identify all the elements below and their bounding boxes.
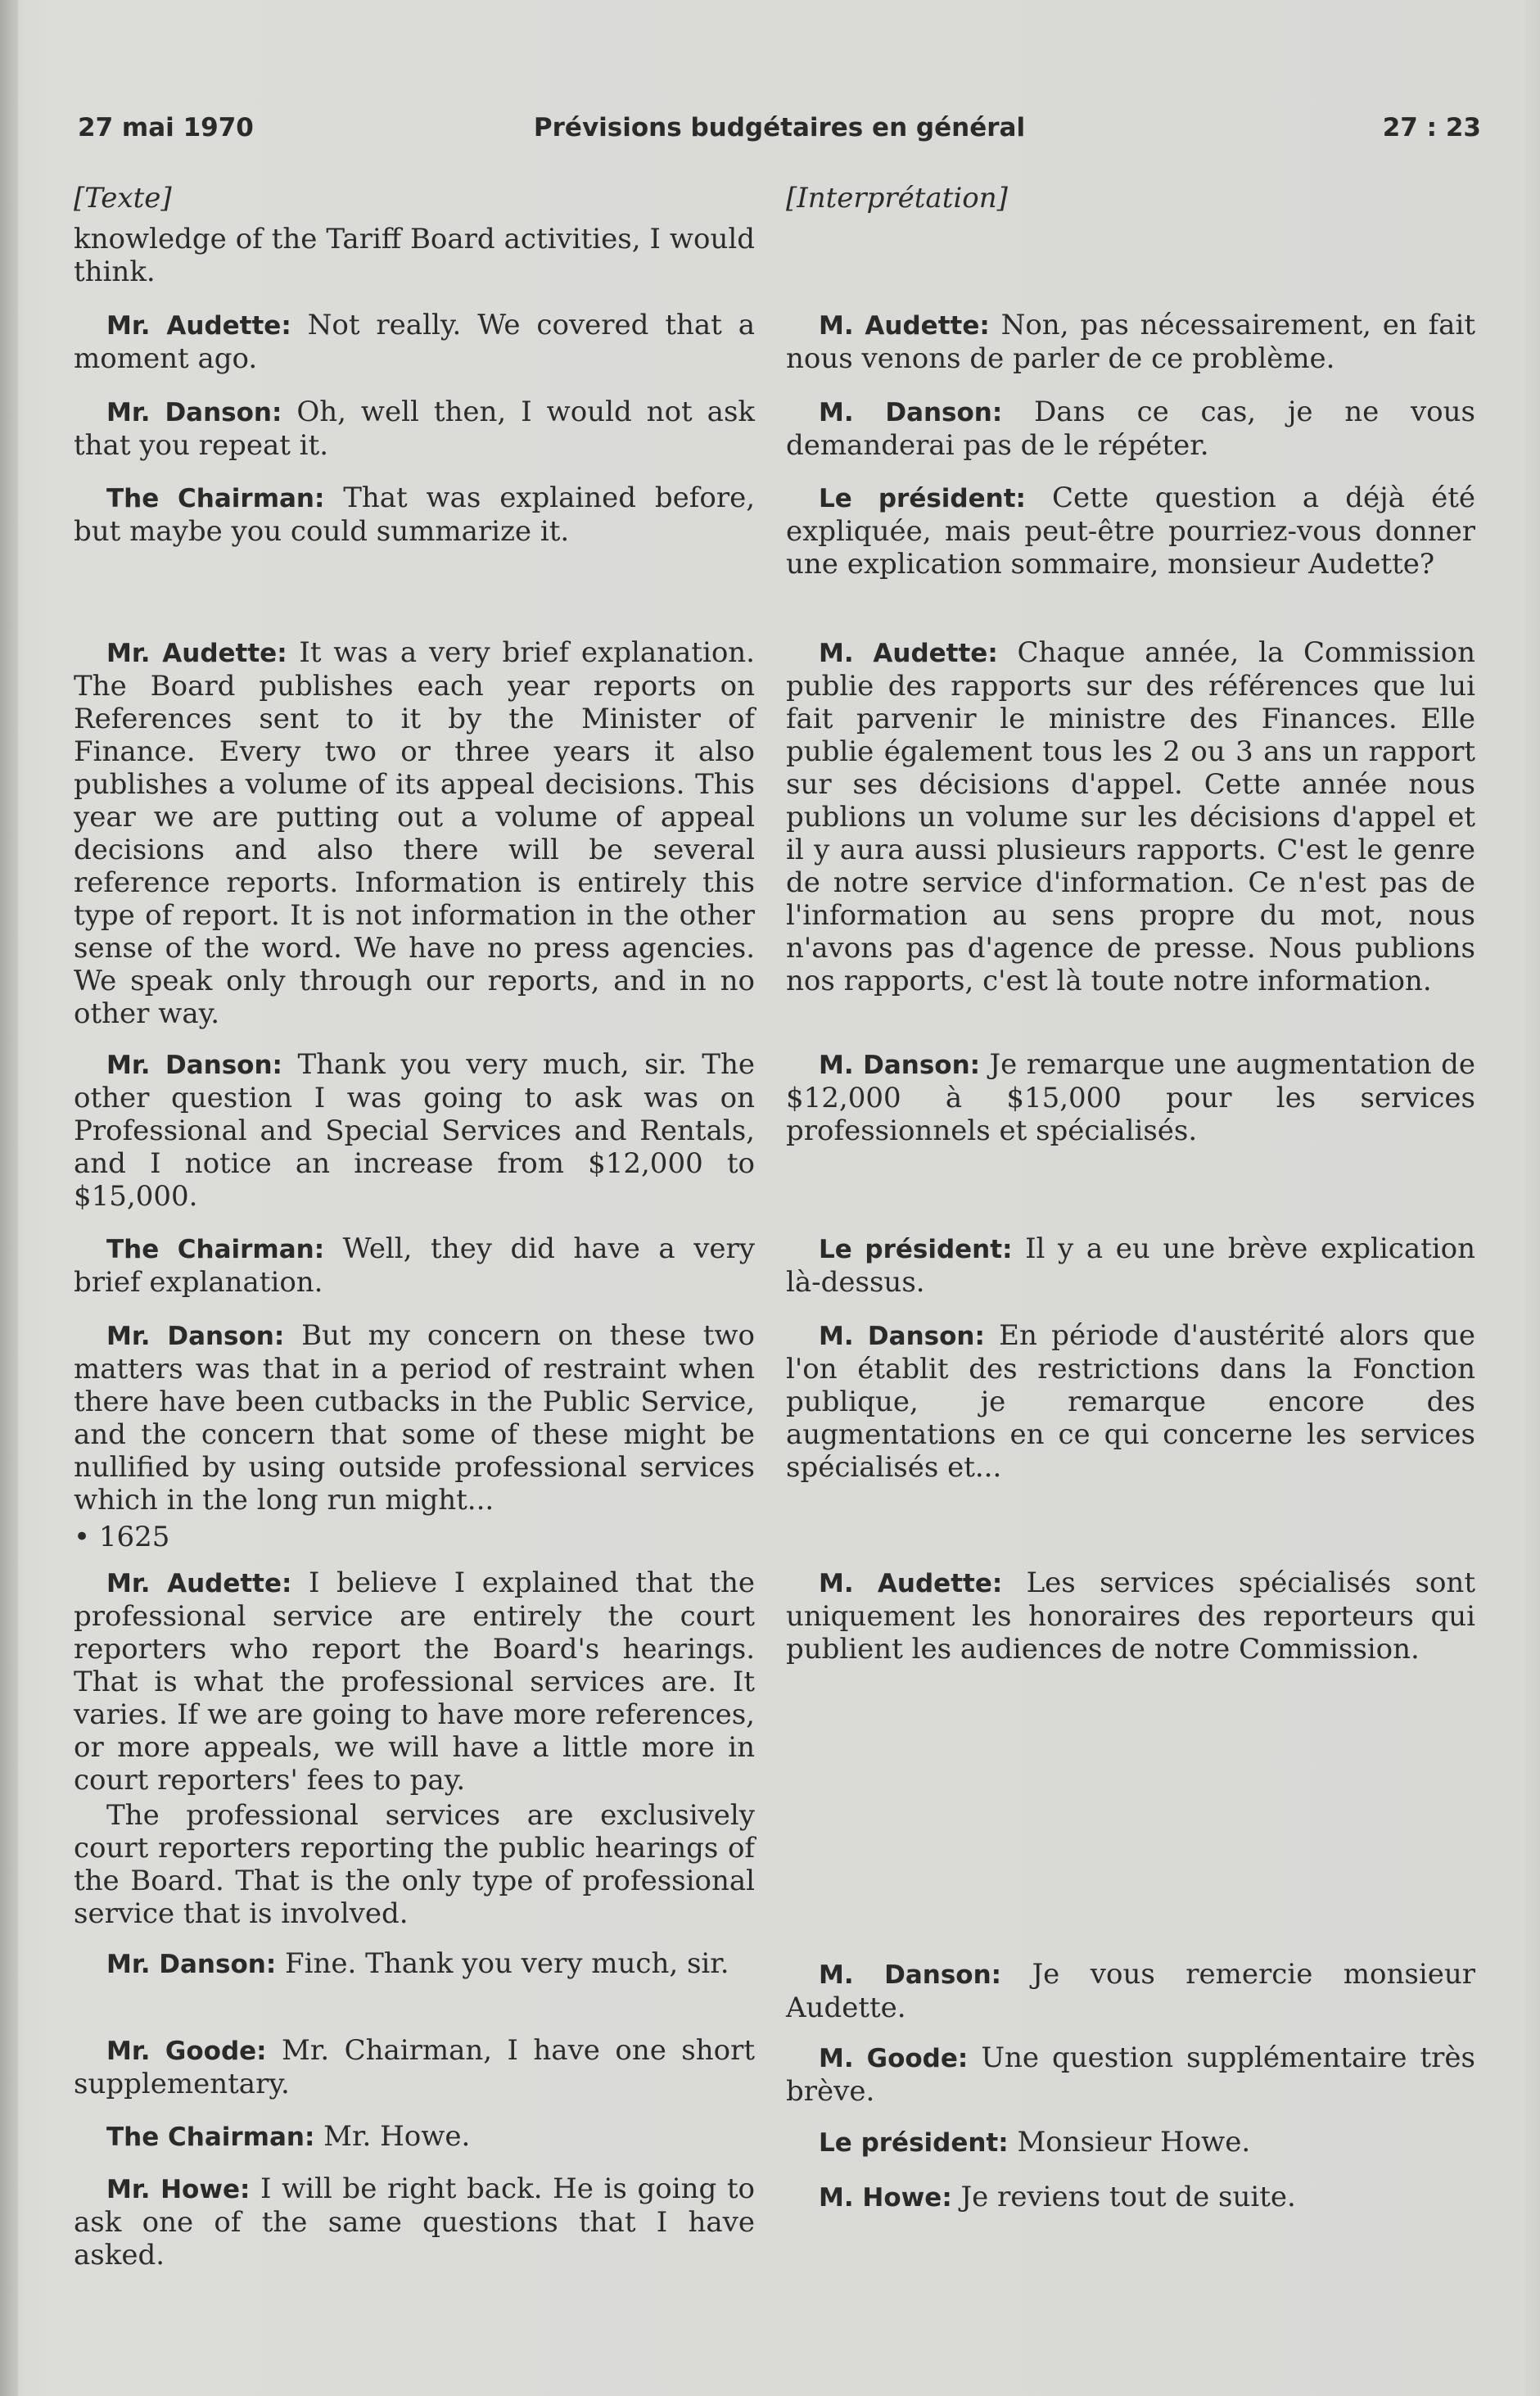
paragraph: M. Danson: Je remarque une augmentation de $12,000 à $15,000 pour les services professionnels et spécialisés. xyxy=(786,1048,1475,1147)
speaker-name: The Chairman: xyxy=(106,1235,325,1264)
paragraph: M. Danson: En période d'austérité alors que l'on établit des restrictions dans la Fonction publique, je remarque encore des augmentations en ce qui concerne les services spécialisés et... xyxy=(786,1319,1475,1484)
speaker-name: M. Audette: xyxy=(819,311,990,341)
paragraph: knowledge of the Tariff Board activities, I would think. xyxy=(74,223,755,288)
speaker-name: Mr. Danson: xyxy=(106,1950,277,1979)
paragraph: The Chairman: That was explained before, but maybe you could summarize it. xyxy=(74,481,755,548)
speaker-name: Le président: xyxy=(819,1235,1013,1264)
speaker-name: M. Audette: xyxy=(819,1569,1003,1598)
paragraph: Mr. Howe: I will be right back. He is going to ask one of the same questions that I have asked. xyxy=(74,2172,755,2272)
speaker-name: The Chairman: xyxy=(106,484,325,513)
binding-gutter xyxy=(0,0,18,2396)
paragraph: The professional services are exclusively court reporters reporting the public hearings of the Board. That is the only type of professional service that is involved. xyxy=(74,1799,755,1930)
paragraph: M. Audette: Les services spécialisés sont uniquement les honoraires des reporteurs qui publient les audiences de notre Commission. xyxy=(786,1566,1475,1666)
paragraph: Mr. Danson: But my concern on these two matters was that in a period of restraint when there have been cutbacks in the Public Service, and the concern that some of these might be nullified by using outside professional services which in the long run might... xyxy=(74,1319,755,1517)
time-marker: • 1625 xyxy=(74,1521,170,1553)
paragraph: M. Danson: Je vous remercie monsieur Audette. xyxy=(786,1958,1476,2024)
paragraph: M. Audette: Chaque année, la Commission publie des rapports sur des références que lui fait parvenir le ministre des Finances. Elle publie également tous les 2 ou 3 ans un rapport sur ses décisions d'appel. Cette année nous publions un volume sur les décisions d'appel et il y aura aussi plusieurs rapports. C'est le genre de notre service d'information. Ce n'est pas de l'information au sens propre du mot, nous n'avons pas d'agence de presse. Nous publions nos rapports, c'est là toute notre information. xyxy=(786,636,1475,997)
speaker-name: M. Howe: xyxy=(819,2183,952,2213)
paragraph: M. Danson: Dans ce cas, je ne vous demanderai pas de le répéter. xyxy=(786,396,1475,462)
paragraph: Mr. Audette: Not really. We covered that a moment ago. xyxy=(74,309,755,375)
speaker-name: Mr. Danson: xyxy=(106,1051,282,1080)
header-date: 27 mai 1970 xyxy=(78,113,254,142)
speaker-name: The Chairman: xyxy=(106,2122,315,2152)
paragraph: Mr. Danson: Fine. Thank you very much, sir. xyxy=(106,1947,729,1980)
paragraph: Mr. Danson: Oh, well then, I would not ask that you repeat it. xyxy=(74,396,755,462)
column-tag: [Interprétation] xyxy=(786,182,1008,215)
header-title: Prévisions budgétaires en général xyxy=(533,113,1026,142)
speaker-name: Mr. Audette: xyxy=(106,311,291,341)
speaker-name: M. Goode: xyxy=(819,2044,969,2073)
speaker-name: Le président: xyxy=(819,2128,1009,2158)
column-tag: [Texte] xyxy=(74,182,172,215)
paragraph: Mr. Audette: I believe I explained that the professional service are entirely the court reporters who report the Board's hearings. That is what the professional services are. It varies. If we are going to have more references, or more appeals, we will have a little more in court reporters' fees to pay. xyxy=(74,1566,755,1797)
paragraph: Le président: Il y a eu une brève explication là-dessus. xyxy=(786,1232,1475,1299)
speaker-name: Mr. Goode: xyxy=(106,2037,267,2066)
paragraph: M. Howe: Je reviens tout de suite. xyxy=(819,2181,1296,2213)
speaker-name: M. Danson: xyxy=(819,1960,1002,1990)
speaker-name: Mr. Danson: xyxy=(106,398,282,427)
speaker-name: Mr. Howe: xyxy=(106,2175,251,2204)
speaker-name: Le président: xyxy=(819,484,1026,513)
paragraph: Le président: Cette question a déjà été expliquée, mais peut-être pourriez-vous donner une explication sommaire, monsieur Audette? xyxy=(786,481,1475,581)
paragraph: M. Audette: Non, pas nécessairement, en fait nous venons de parler de ce problème. xyxy=(786,309,1475,375)
speaker-name: M. Danson: xyxy=(819,1322,985,1351)
paragraph: Mr. Audette: It was a very brief explanation. The Board publishes each year reports on References sent to it by the Minister of Finance. Every two or three years it also publishes a volume of its appeal decisions. This year we are putting out a volume of appeal decisions and also there will be several reference reports. Information is entirely this type of report. It is not information in the other sense of the word. We have no press agencies. We speak only through our reports, and in no other way. xyxy=(74,636,755,1030)
paragraph: Le président: Monsieur Howe. xyxy=(819,2126,1251,2159)
paragraph: The Chairman: Mr. Howe. xyxy=(106,2120,471,2153)
header-page-number: 27 : 23 xyxy=(1382,113,1481,142)
speaker-name: M. Audette: xyxy=(819,639,998,668)
paragraph: Mr. Danson: Thank you very much, sir. The other question I was going to ask was on Professional and Special Services and Rentals, and I notice an increase from $12,000 to $15,000. xyxy=(74,1048,755,1213)
speaker-name: M. Danson: xyxy=(819,398,1003,427)
speaker-name: Mr. Danson: xyxy=(106,1322,285,1351)
speaker-name: M. Danson: xyxy=(819,1051,981,1080)
paragraph: M. Goode: Une question supplémentaire très brève. xyxy=(786,2041,1475,2108)
paragraph: The Chairman: Well, they did have a very brief explanation. xyxy=(74,1232,756,1299)
speaker-name: Mr. Audette: xyxy=(106,639,287,668)
running-header xyxy=(78,113,1481,152)
speaker-name: Mr. Audette: xyxy=(106,1569,292,1598)
paragraph: Mr. Goode: Mr. Chairman, I have one short supplementary. xyxy=(74,2034,755,2100)
